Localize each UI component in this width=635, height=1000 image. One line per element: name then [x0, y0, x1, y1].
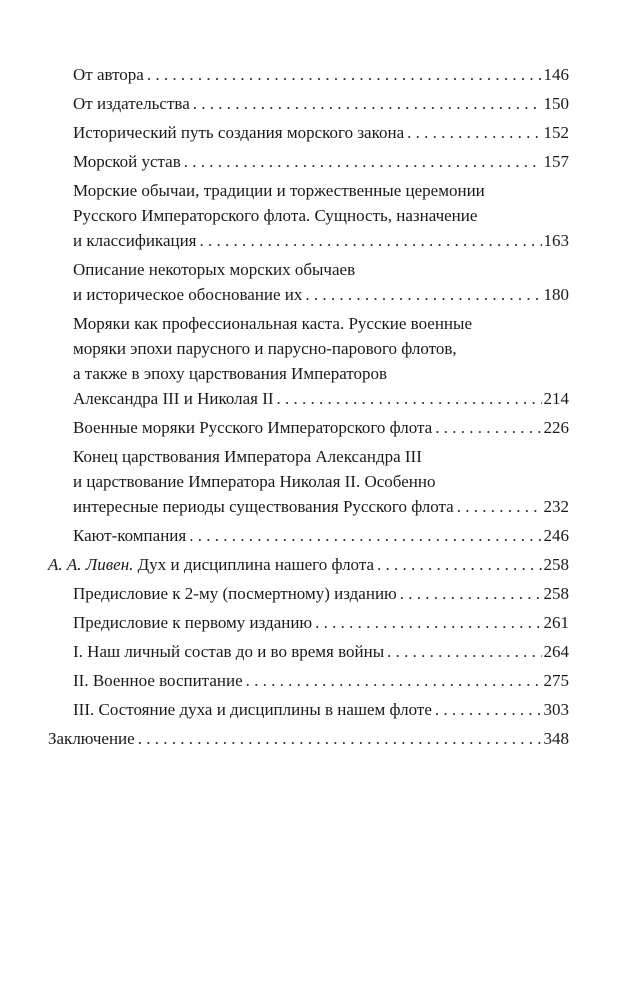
dot-leader — [246, 668, 542, 693]
toc-entry-title-line: и классификация — [73, 231, 197, 250]
toc-page-number: 258 — [543, 584, 569, 603]
toc-entry — [73, 62, 569, 87]
toc-entry-title: От автора — [73, 65, 144, 84]
toc-entry-title-line: и историческое обоснование их — [73, 285, 303, 304]
toc-entry-title: Морской устав — [73, 152, 181, 171]
toc-page-number: 348 — [543, 729, 569, 748]
toc-entry — [73, 149, 569, 174]
toc-page-number: 157 — [543, 152, 569, 171]
dot-leader — [138, 726, 542, 751]
dot-leader — [400, 581, 542, 606]
toc-page-number: 258 — [543, 555, 569, 574]
toc-entry-title: Предисловие к первому изданию — [73, 613, 313, 632]
dot-leader — [435, 697, 542, 722]
toc-page-number: 275 — [543, 671, 569, 690]
toc-page-number: 232 — [543, 497, 569, 516]
toc-page-number: 152 — [543, 123, 569, 142]
toc-entry-title: III. Состояние духа и дисциплины в нашем флоте — [73, 700, 432, 719]
toc-entry — [73, 120, 569, 145]
toc-entry-title: Исторический путь создания морского закона — [73, 123, 405, 142]
toc-entry — [73, 668, 569, 693]
dot-leader — [407, 120, 541, 145]
toc-entry — [73, 178, 569, 253]
toc-entry — [73, 697, 569, 722]
toc-page-number: 146 — [543, 65, 569, 84]
table-of-contents — [0, 62, 635, 751]
toc-entry-title: Предисловие к 2-му (посмертному) изданию — [73, 584, 397, 603]
dot-leader — [277, 386, 542, 411]
toc-page-number: 303 — [543, 700, 569, 719]
toc-entry-title: От издательства — [73, 94, 190, 113]
toc-entry — [73, 257, 569, 307]
toc-page-number: 214 — [543, 389, 569, 408]
toc-page-number: 163 — [543, 231, 569, 250]
toc-entry-title: I. Наш личный состав до и во время войны — [73, 642, 385, 661]
toc-page-number: 150 — [543, 94, 569, 113]
toc-entry-title-line: Русского Императорского флота. Сущность, назначение — [73, 206, 478, 225]
toc-entry — [73, 415, 569, 440]
toc-entry — [73, 523, 569, 548]
dot-leader — [315, 610, 541, 635]
dot-leader — [387, 639, 541, 664]
toc-page-number: 264 — [543, 642, 569, 661]
dot-leader — [457, 494, 542, 519]
toc-entry-title: II. Военное воспитание — [73, 671, 243, 690]
toc-entry-title-line: Описание некоторых морских обычаев — [73, 260, 356, 279]
toc-entry-title: Заключение — [48, 729, 135, 748]
toc-entry-title-line: Морские обычаи, традиции и торжественные церемонии — [73, 181, 485, 200]
toc-page-number: 226 — [543, 418, 569, 437]
toc-page-number: 261 — [543, 613, 569, 632]
toc-entry — [73, 91, 569, 116]
toc-entry-title-line: Конец царствования Императора Александра III — [73, 447, 422, 466]
toc-entry — [73, 581, 569, 606]
dot-leader — [305, 282, 541, 307]
toc-entry-title: Кают-компания — [73, 526, 187, 545]
dot-leader — [147, 62, 542, 87]
toc-entry — [73, 311, 569, 411]
toc-entry-title-line: и царствование Императора Николая II. Особенно — [73, 472, 436, 491]
toc-page-number: 246 — [543, 526, 569, 545]
dot-leader — [377, 552, 541, 577]
toc-entry — [73, 610, 569, 635]
toc-entry-title-line: Моряки как профессиональная каста. Русские военные — [73, 314, 472, 333]
dot-leader — [193, 91, 542, 116]
dot-leader — [435, 415, 541, 440]
toc-entry-title: Дух и дисциплина нашего флота — [137, 555, 375, 574]
toc-entry-title-line: а также в эпоху царствования Императоров — [73, 364, 388, 383]
toc-entry-title: Военные моряки Русского Императорского флота — [73, 418, 433, 437]
toc-entry-author: А. А. Ливен. — [48, 555, 134, 574]
dot-leader — [184, 149, 542, 174]
toc-entry — [73, 639, 569, 664]
toc-entry-title-line: моряки эпохи парусного и парусно-парового флотов, — [73, 339, 457, 358]
toc-page-number: 180 — [543, 285, 569, 304]
toc-entry-title-line: интересные периоды существования Русского флота — [73, 497, 454, 516]
toc-entry — [73, 444, 569, 519]
dot-leader — [200, 228, 542, 253]
toc-entry-title-line: Александра III и Николая II — [73, 389, 274, 408]
dot-leader — [189, 523, 541, 548]
toc-entry-part — [48, 726, 569, 751]
toc-entry-part — [48, 552, 569, 577]
